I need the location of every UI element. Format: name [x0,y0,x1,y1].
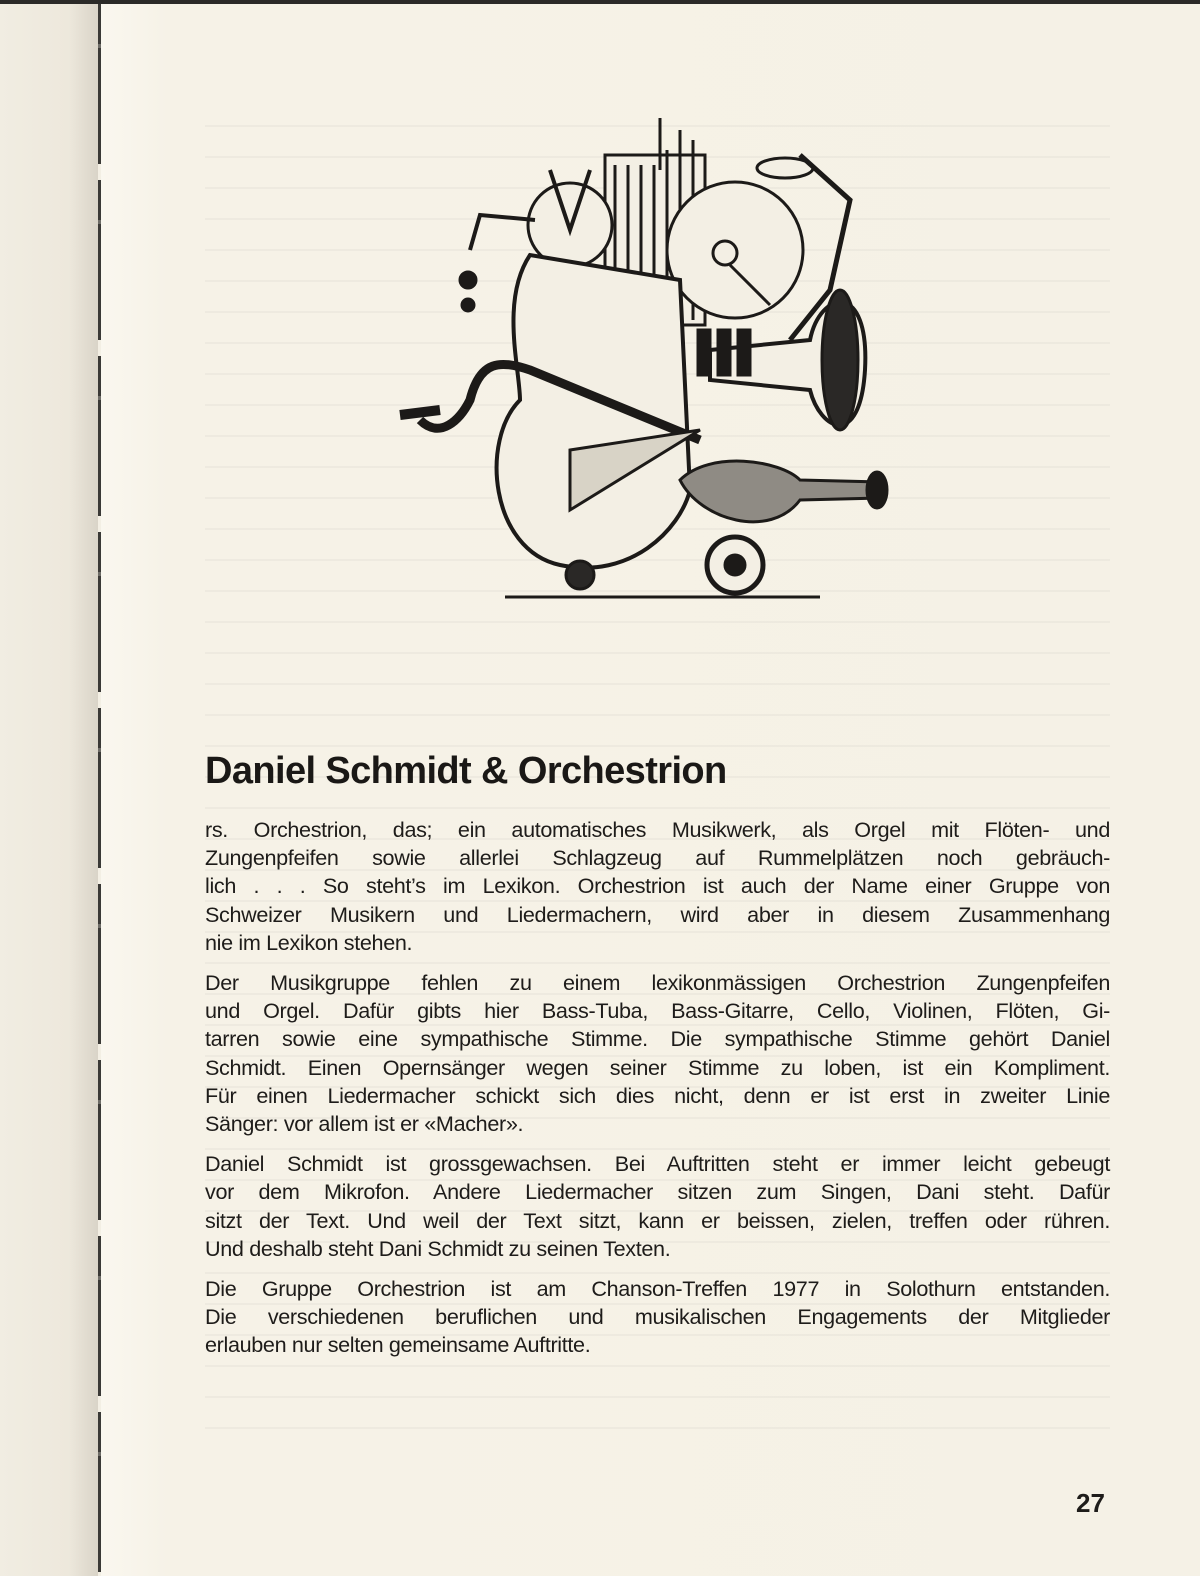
page-number: 27 [1076,1488,1105,1518]
paragraph-definition [205,816,1110,957]
text-line: Und deshalb steht Dani Schmidt zu seinen Texten. [205,1235,671,1261]
text-line: Die verschiedenen beruflichen und musikalischen Engagements der Mitglieder [205,1304,1110,1330]
text-line: lich . . . So steht’s im Lexikon. Orchestrion ist auch der Name einer Gruppe von [205,873,1110,899]
orchestrion-illustration [380,110,900,610]
text-line: Sänger: vor allem ist er «Macher». [205,1111,524,1137]
text-line: Schmidt. Einen Opernsänger wegen seiner Stimme zu loben, ist ein Kompliment. [205,1054,1110,1080]
text-line: vor dem Mikrofon. Andere Liedermacher sitzen zum Singen, Dani steht. Dafür [205,1179,1110,1205]
left-page-margin [0,4,98,1576]
text-line: nie im Lexikon stehen. [205,929,413,955]
text-line: und Orgel. Dafür gibts hier Bass-Tuba, Bass-Gitarre, Cello, Violinen, Flöten, Gi- [205,998,1110,1024]
paragraph-history [205,1275,1110,1360]
text-line: rs. Orchestrion, das; ein automatisches Musikwerk, als Orgel mit Flöten- und [205,817,1110,842]
article-title: Daniel Schmidt & Orchestrion [205,750,727,792]
text-line: Der Musikgruppe fehlen zu einem lexikonmässigen Orchestrion Zungenpfeifen [205,970,1110,996]
paragraph-performance [205,1150,1110,1263]
text-line: Zungenpfeifen sowie allerlei Schlagzeug auf Rummelplätzen noch gebräuch- [205,845,1110,871]
orchestrion-machine-icon [380,110,900,610]
text-line: Schweizer Musikern und Liedermachern, wird aber in diesem Zusammenhang [205,901,1110,927]
text-line: sitzt der Text. Und weil der Text sitzt, kann er beissen, zielen, treffen oder rühren. [205,1207,1110,1233]
text-line: erlauben nur selten gemeinsame Auftritte. [205,1332,591,1358]
text-line: tarren sowie eine sympathische Stimme. Die sympathische Stimme gehört Daniel [205,1026,1110,1052]
paragraph-instruments [205,969,1110,1138]
article [205,748,1110,1372]
text-line: Für einen Liedermacher schickt sich dies nicht, denn er ist erst in zweiter Linie [205,1082,1110,1108]
text-line: Daniel Schmidt ist grossgewachsen. Bei Auftritten steht er immer leicht gebeugt [205,1151,1110,1177]
text-line: Die Gruppe Orchestrion ist am Chanson-Treffen 1977 in Solothurn entstanden. [205,1276,1110,1302]
